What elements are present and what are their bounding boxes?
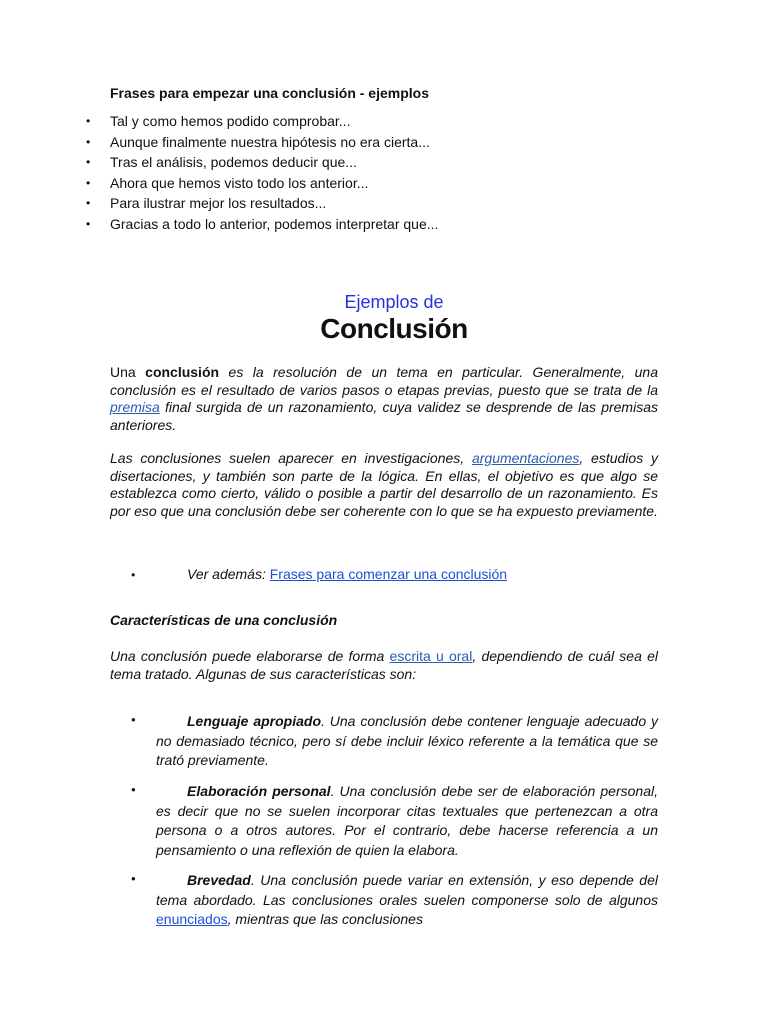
premisa-link[interactable]: premisa (110, 399, 160, 415)
bullet-icon: • (86, 155, 91, 169)
bullet-icon: • (86, 196, 91, 210)
page-title: Conclusión (320, 313, 468, 344)
see-also-link[interactable]: Frases para comenzar una conclusión (269, 566, 508, 582)
see-also-line: • Ver además: Frases para comenzar una conclusión (131, 566, 508, 582)
feature-item-brevedad: Brevedad. Una conclusión puede variar en extensión, y eso depende del tema abordado. Las conclusiones orales suelen componerse solo de algunos enunciados, mientras que las conclusiones (156, 872, 658, 927)
argumentaciones-link[interactable]: argumentaciones (471, 450, 580, 466)
section-title: Características de una conclusión (110, 612, 338, 628)
intro-bullet-list (84, 111, 438, 234)
enunciados-link[interactable]: enunciados (156, 911, 228, 927)
bullet-icon: • (131, 712, 136, 727)
bullet-icon: • (86, 114, 91, 128)
bold-term: conclusión (145, 364, 220, 380)
list-item: • Tal y como hemos podido comprobar... (84, 111, 438, 132)
list-item: • Para ilustrar mejor los resultados... (84, 193, 438, 214)
escrita-oral-link[interactable]: escrita u oral (389, 648, 473, 664)
list-item: • Aunque finalmente nuestra hipótesis no era cierta... (84, 132, 438, 153)
paragraph-definition: Una conclusión es la resolución de un tema en particular. Generalmente, una conclusión es el resultado de varios pasos o etapas previas, puesto que se trata de la premisa final surgida de un razonamiento, cuya validez se desprende de las premisas anteriores. (110, 364, 658, 433)
bullet-icon: • (131, 568, 136, 582)
bullet-icon: • (86, 216, 91, 231)
bullet-icon: • (86, 134, 91, 149)
bullet-icon: • (131, 782, 136, 797)
paragraph-contexts: Las conclusiones suelen aparecer en investigaciones, argumentaciones, estudios y disertaciones, y también son parte de la lógica. En ellas, el objetivo es que algo se establezca como cierto, válido o posible a partir del desarrollo de un razonamiento. Es por eso que una conclusión debe ser coherente con lo que se ha expuesto previamente. (110, 450, 658, 519)
feature-item-lenguaje: Lenguaje apropiado. Una conclusión debe contener lenguaje adecuado y no demasiado técnico, pero sí debe incluir léxico referente a la temática que se trató previamente. (156, 713, 658, 768)
intro-title: Frases para empezar una conclusión - ejemplos (110, 85, 429, 101)
feature-term: Elaboración personal (187, 783, 331, 799)
feature-term: Brevedad (187, 872, 251, 888)
paragraph-forms: Una conclusión puede elaborarse de forma escrita u oral, dependiendo de cuál sea el tema tratado. Algunas de sus características son: (110, 648, 658, 682)
list-item: • Tras el análisis, podemos deducir que... (84, 152, 438, 173)
bullet-icon: • (86, 175, 91, 190)
bullet-icon: • (131, 871, 136, 886)
feature-item-elaboracion: Elaboración personal. Una conclusión debe ser de elaboración personal, es decir que no se suelen incorporar citas textuales que pertenezcan a otra persona o a otros autores. Por el contrario, debe hacerse referencia a un pensamiento o una reflexión de quien la elabora. (156, 783, 658, 858)
list-item: • Ahora que hemos visto todo los anterior... (84, 173, 438, 194)
list-item: • Gracias a todo lo anterior, podemos interpretar que... (84, 214, 438, 235)
feature-term: Lenguaje apropiado (187, 713, 322, 729)
subheading: Ejemplos de (344, 292, 444, 312)
